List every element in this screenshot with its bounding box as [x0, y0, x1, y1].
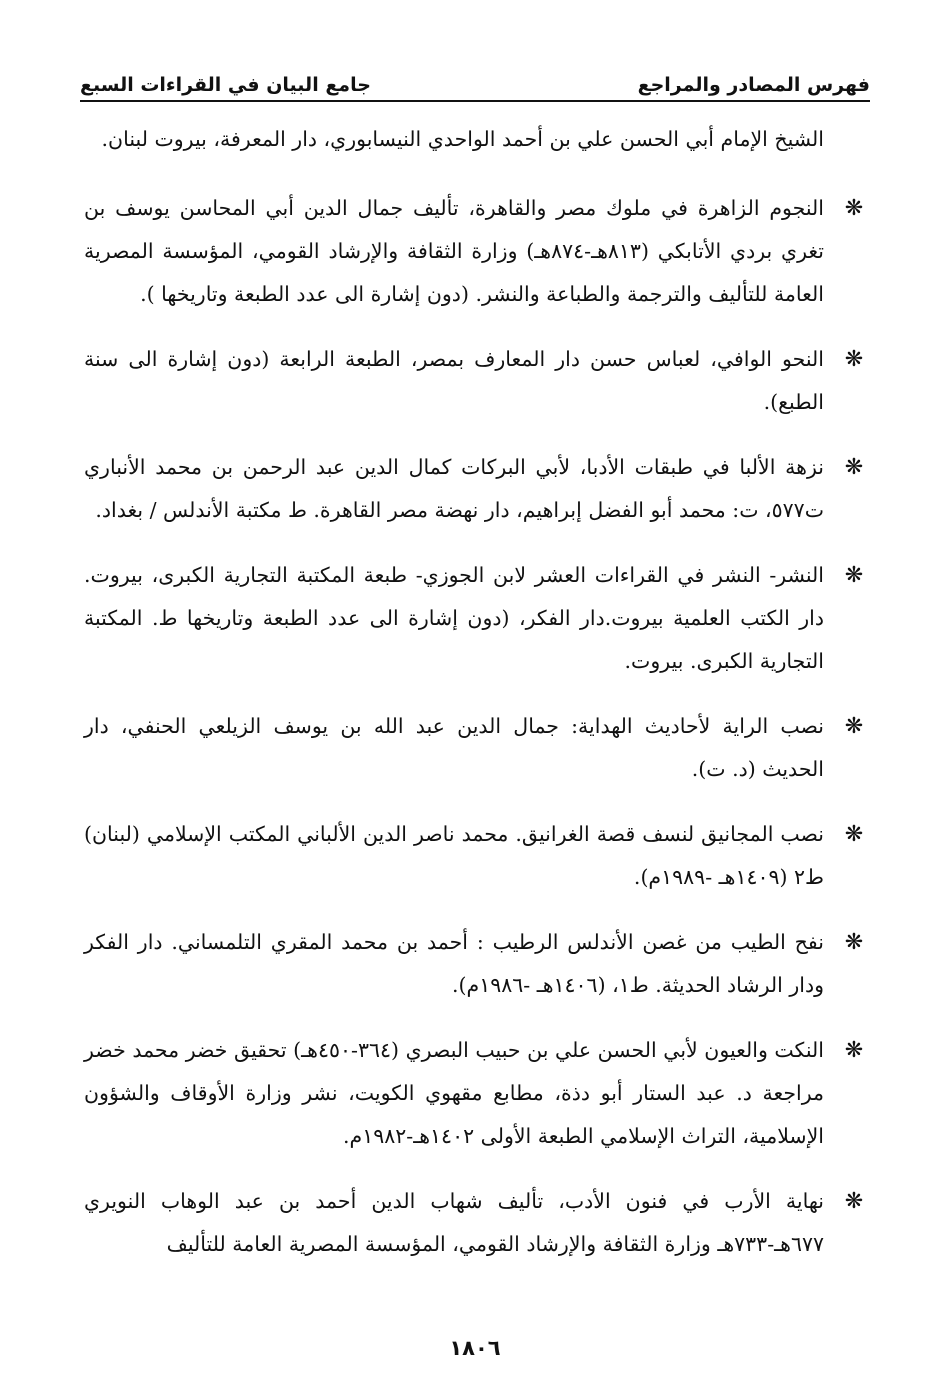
reference-entry: [84, 1180, 866, 1266]
reference-entry: [84, 187, 866, 316]
reference-entry: [84, 705, 866, 791]
reference-entry: [84, 554, 866, 683]
entry-text: النكت والعيون لأبي الحسن علي بن حبيب البصري (٣٦٤-٤٥٠هـ) تحقيق خضر محمد خضر مراجعة د. عبد الستار أبو دذة، مطابع مقهوي الكويت، نشر وزارة الأوقاف والشؤون الإسلامية، التراث الإسلامي الطبعة الأولى ١٤٠٢هـ-١٩٨٢م.: [84, 1038, 824, 1148]
reference-entry: [84, 813, 866, 899]
reference-entry: [84, 921, 866, 1007]
bullet-star-icon: ❋: [844, 347, 864, 372]
entry-text: نصب المجانيق لنسف قصة الغرانيق. محمد ناصر الدين الألباني المكتب الإسلامي (لبنان) ط٢ (١٤٠٩هـ -١٩٨٩م).: [84, 822, 824, 889]
bullet-star-icon: ❋: [844, 196, 864, 221]
bullet-star-icon: ❋: [844, 822, 864, 847]
entry-text: نفح الطيب من غصن الأندلس الرطيب : أحمد بن محمد المقري التلمساني. دار الفكر ودار الرشاد الحديثة. ط١، (١٤٠٦هـ -١٩٨٦م).: [84, 930, 824, 997]
reference-entry: [84, 446, 866, 532]
reference-entry: [84, 1029, 866, 1158]
bullet-star-icon: ❋: [844, 930, 864, 955]
page-number: ١٨٠٦: [449, 1336, 501, 1360]
entry-text: نهاية الأرب في فنون الأدب، تأليف شهاب الدين أحمد بن عبد الوهاب النويري ٦٧٧هـ-٧٣٣هـ وزارة الثقافة والإرشاد القومي، المؤسسة المصرية العامة للتأليف: [84, 1189, 824, 1256]
running-header: [80, 62, 870, 102]
reference-entry: [84, 338, 866, 424]
entry-text: الشيخ الإمام أبي الحسن علي بن أحمد الواحدي النيسابوري، دار المعرفة، بيروت لبنان.: [101, 127, 824, 151]
entry-text: النجوم الزاهرة في ملوك مصر والقاهرة، تأليف جمال الدين أبي المحاسن يوسف بن تغري بردي الأتابكي (٨١٣هـ-٨٧٤هـ) وزارة الثقافة والإرشاد القومي، المؤسسة المصرية العامة للتأليف والترجمة والطباعة والنشر. (دون إشارة الى عدد الطبعة وتاريخها ).: [84, 196, 824, 306]
entry-text: النشر- النشر في القراءات العشر لابن الجوزي- طبعة المكتبة التجارية الكبرى، بيروت. دار الكتب العلمية بيروت.دار الفكر، (دون إشارة الى عدد الطبعة وتاريخها ط. المكتبة التجارية الكبرى. بيروت.: [84, 563, 824, 673]
header-left-title: جامع البيان في القراءات السبع: [80, 74, 371, 96]
entry-text: نزهة الألبا في طبقات الأدبا، لأبي البركات كمال الدين عبد الرحمن بن محمد الأنباري ت٥٧٧، ت: محمد أبو الفضل إبراهيم، دار نهضة مصر القاهرة. ط مكتبة الأندلس / بغداد.: [84, 455, 824, 522]
header-right-title: فهرس المصادر والمراجع: [637, 74, 870, 96]
bullet-star-icon: ❋: [844, 1189, 864, 1214]
bullet-star-icon: ❋: [844, 455, 864, 480]
entry-text: نصب الراية لأحاديث الهداية: جمال الدين عبد الله بن يوسف الزيلعي الحنفي، دار الحديث (د. ت).: [84, 714, 824, 781]
references-list: [84, 118, 866, 1288]
bullet-star-icon: ❋: [844, 714, 864, 739]
bullet-star-icon: ❋: [844, 563, 864, 588]
entry-text: النحو الوافي، لعباس حسن دار المعارف بمصر، الطبعة الرابعة (دون إشارة الى سنة الطبع).: [84, 347, 824, 414]
reference-entry-continued: [84, 118, 866, 161]
bullet-star-icon: ❋: [844, 1038, 864, 1063]
